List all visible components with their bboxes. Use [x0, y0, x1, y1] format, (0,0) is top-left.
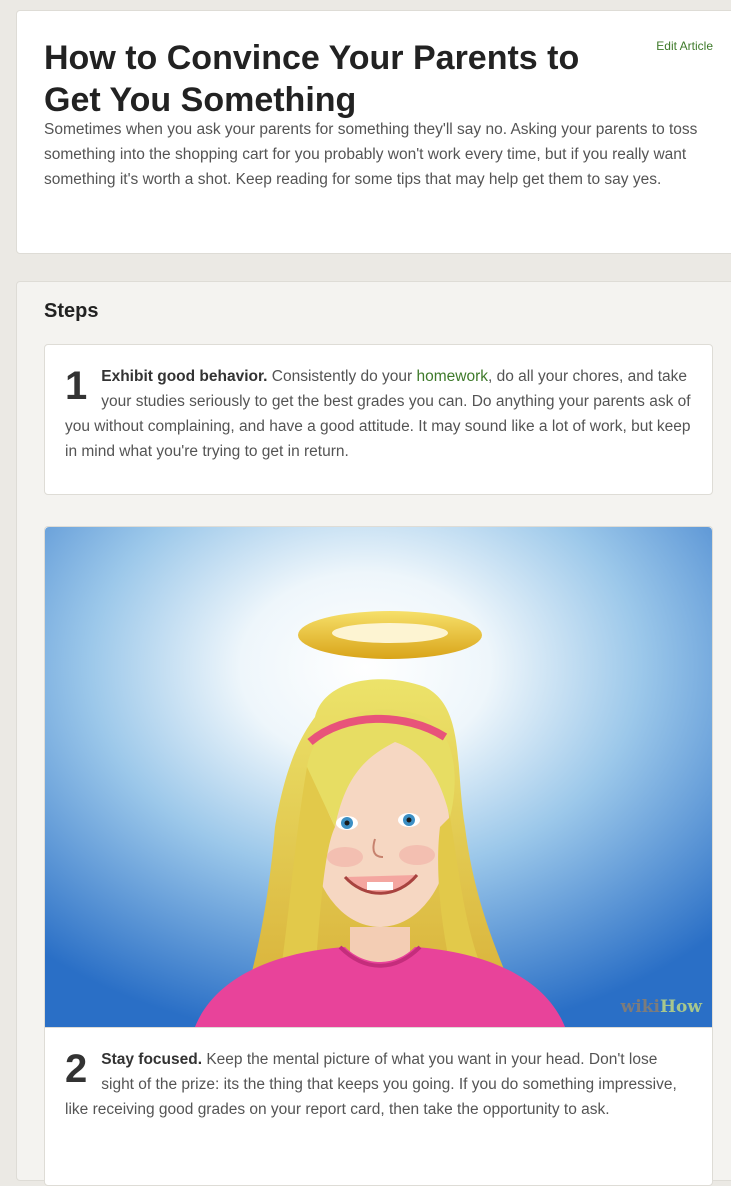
- step-text: , do all your chores, and take your studies seriously to get the best grades you can. Do anything your parents ask of you without complaining, and have a good attitude. It may sound like a lot of work, but keep in mind what you're trying to get in return.: [65, 368, 691, 460]
- step-1-card: [44, 344, 713, 495]
- step-text: Keep the mental picture of what you want in your head. Don't lose sight of the prize: its the thing that keeps you going. If you do something impressive, like receiving good grades on your report card, then take the opportunity to ask.: [65, 1051, 677, 1118]
- step-illustration: [45, 527, 712, 1028]
- steps-section: [16, 281, 731, 1181]
- wikihow-watermark: wikiHow: [620, 997, 702, 1017]
- step-title: Exhibit good behavior.: [101, 368, 268, 385]
- halo-icon: [298, 611, 482, 659]
- step-number: 2: [65, 1047, 88, 1091]
- angel-girl-illustration: [45, 527, 712, 1027]
- step-2-card: [44, 526, 713, 1186]
- article-title: How to Convince Your Parents to Get You Something: [44, 39, 580, 119]
- article-intro-card: [16, 10, 731, 254]
- step-title: Stay focused.: [101, 1051, 203, 1068]
- homework-link[interactable]: homework: [416, 368, 489, 385]
- step-number: 1: [65, 364, 88, 408]
- steps-heading: Steps: [44, 300, 99, 322]
- step-text: Consistently do your: [267, 368, 417, 385]
- edit-article-link[interactable]: Edit Article: [656, 39, 713, 53]
- article-intro: Sometimes when you ask your parents for something they'll say no. Asking your parents to toss something into the shopping cart for you probably won't work every time, but if you really want something it's worth a shot. Keep reading for some tips that may help get them to say yes.: [44, 121, 698, 188]
